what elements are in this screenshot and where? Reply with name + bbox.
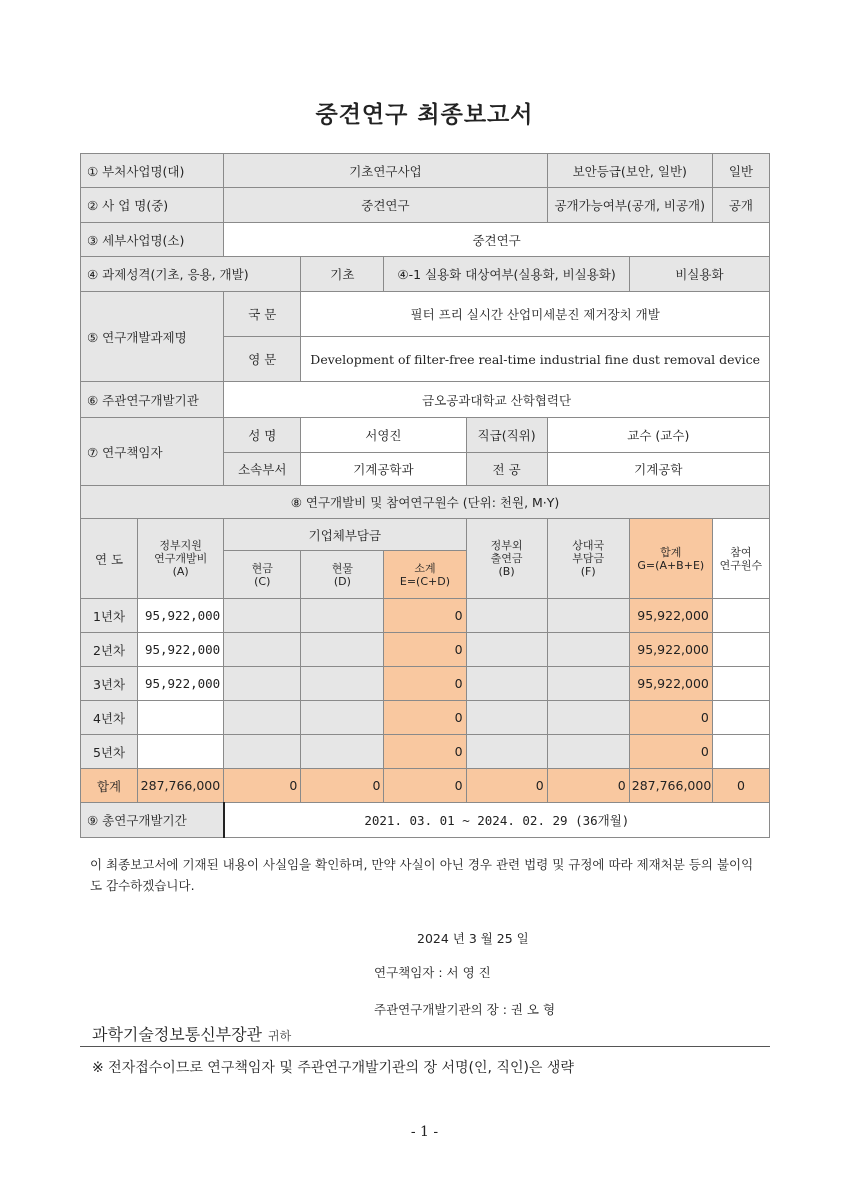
footnote: ※ 전자접수이므로 연구책임자 및 주관연구개발기관의 장 서명(인, 직인)은 생략 [92,1060,574,1076]
budget-cell-year: 합계 [81,769,138,803]
disclosure-value: 공개 [712,188,769,223]
budget-cell-inkind: 0 [301,769,384,803]
budget-cell-year: 5년차 [81,735,138,769]
header-gov: 정부지원 연구개발비 (A) [138,519,224,599]
budget-cell-total: 95,922,000 [629,633,712,667]
budget-cell-researchers [712,599,769,633]
header-total: 합계 G=(A+B+E) [629,519,712,599]
program-minor-label: ③ 세부사업명(소) [81,223,224,257]
report-date: 2024 년 3 월 25 일 [417,931,529,946]
budget-cell-total: 95,922,000 [629,667,712,701]
security-label: 보안등급(보안, 일반) [547,154,712,188]
program-mid-value: 중견연구 [224,188,547,223]
addressee-name: 과학기술정보통신부장관 [92,1025,263,1044]
english-label: 영 문 [224,337,301,382]
header-year: 연 도 [81,519,138,599]
budget-cell-subtotal: 0 [384,599,466,633]
header-nongov: 정부외 출연금 (B) [466,519,547,599]
budget-cell-inkind [301,701,384,735]
budget-cell-cash [224,701,301,735]
budget-cell-nongov [466,633,547,667]
commercial-label: ④-1 실용화 대상여부(실용화, 비실용화) [384,257,629,292]
budget-cell-inkind [301,633,384,667]
budget-cell-partner [547,735,629,769]
row-nature [81,257,770,292]
budget-cell-partner [547,633,629,667]
budget-cell-year: 2년차 [81,633,138,667]
commercial-value: 비실용화 [629,257,769,292]
header-subtotal: 소계 E=(C+D) [384,551,466,599]
addressee [92,1022,291,1045]
header-cash: 현금 (C) [224,551,301,599]
period-label: ⑨ 총연구개발기간 [81,803,224,838]
budget-cell-year: 1년차 [81,599,138,633]
row-pi-name [81,418,770,453]
budget-cell-partner [547,701,629,735]
institution-label: ⑥ 주관연구개발기관 [81,382,224,418]
budget-cell-gov [138,701,224,735]
budget-section-label: ⑧ 연구개발비 및 참여연구원수 (단위: 천원, M·Y) [81,486,770,519]
pi-major: 기계공학 [547,453,769,486]
budget-cell-subtotal: 0 [384,735,466,769]
budget-cell-subtotal: 0 [384,769,466,803]
budget-cell-year: 3년차 [81,667,138,701]
row-period [81,803,770,838]
budget-cell-total: 287,766,000 [629,769,712,803]
budget-cell-gov [138,735,224,769]
pi-major-label: 전 공 [466,453,547,486]
budget-cell-gov: 95,922,000 [138,633,224,667]
budget-cell-researchers [712,735,769,769]
row-program-mid [81,188,770,223]
program-major-value: 기초연구사업 [224,154,547,188]
budget-cell-total: 0 [629,735,712,769]
budget-row [81,667,770,701]
header-company: 기업체부담금 [224,519,466,551]
pi-name: 서영진 [301,418,466,453]
disclosure-label: 공개가능여부(공개, 비공개) [547,188,712,223]
budget-cell-researchers [712,667,769,701]
pi-position: 교수 (교수) [547,418,769,453]
header-researchers: 참여 연구원수 [712,519,769,599]
budget-row [81,701,770,735]
budget-cell-total: 0 [629,701,712,735]
budget-cell-nongov [466,735,547,769]
row-budget-section [81,486,770,519]
row-program-minor [81,223,770,257]
header-partner: 상대국 부담금 (F) [547,519,629,599]
budget-cell-gov: 95,922,000 [138,599,224,633]
budget-cell-nongov: 0 [466,769,547,803]
row-institution [81,382,770,418]
period-value: 2021. 03. 01 ~ 2024. 02. 29 (36개월) [224,803,770,838]
researcher-signature-line: 연구책임자 : 서 영 진 [374,965,491,980]
row-project-title-korean [81,292,770,337]
addressee-suffix: 귀하 [268,1029,292,1043]
budget-sum-row [81,769,770,803]
project-title-label: ⑤ 연구개발과제명 [81,292,224,382]
budget-cell-cash: 0 [224,769,301,803]
budget-cell-cash [224,633,301,667]
program-major-label: ① 부처사업명(대) [81,154,224,188]
pi-name-label: 성 명 [224,418,301,453]
pi-position-label: 직급(직위) [466,418,547,453]
budget-cell-inkind [301,667,384,701]
budget-cell-nongov [466,701,547,735]
budget-cell-cash [224,735,301,769]
budget-cell-gov: 95,922,000 [138,667,224,701]
budget-cell-cash [224,599,301,633]
budget-cell-researchers [712,701,769,735]
report-title: 중견연구 최종보고서 [315,102,534,128]
row-program-major [81,154,770,188]
security-value: 일반 [712,154,769,188]
budget-cell-subtotal: 0 [384,667,466,701]
institution-head-line: 주관연구개발기관의 장 : 권 오 형 [374,1002,556,1017]
project-title-english: Development of filter-free real-time industrial fine dust removal device [301,337,770,382]
report-form-table [80,153,770,838]
nature-label: ④ 과제성격(기초, 응용, 개발) [81,257,301,292]
pi-label: ⑦ 연구책임자 [81,418,224,486]
divider [80,1046,770,1047]
header-inkind: 현물 (D) [301,551,384,599]
budget-cell-gov: 287,766,000 [138,769,224,803]
budget-cell-nongov [466,667,547,701]
institution-value: 금오공과대학교 산학협력단 [224,382,770,418]
budget-cell-partner [547,667,629,701]
confirmation-notice: 이 최종보고서에 기재된 내용이 사실임을 확인하며, 만약 사실이 아닌 경우 관련 법령 및 규정에 따라 제재처분 등의 불이익도 감수하겠습니다. [90,857,754,893]
budget-row [81,633,770,667]
budget-cell-subtotal: 0 [384,701,466,735]
budget-cell-total: 95,922,000 [629,599,712,633]
budget-cell-year: 4년차 [81,701,138,735]
budget-header-row-1 [81,519,770,551]
budget-row [81,735,770,769]
page-number: - 1 - [410,1124,439,1140]
program-mid-label: ② 사 업 명(중) [81,188,224,223]
budget-cell-nongov [466,599,547,633]
program-minor-value: 중견연구 [224,223,770,257]
budget-row [81,599,770,633]
project-title-korean: 필터 프리 실시간 산업미세분진 제거장치 개발 [301,292,770,337]
budget-rows [81,599,770,803]
nature-value: 기초 [301,257,384,292]
budget-cell-researchers [712,633,769,667]
budget-cell-cash [224,667,301,701]
korean-label: 국 문 [224,292,301,337]
budget-cell-inkind [301,599,384,633]
pi-dept-label: 소속부서 [224,453,301,486]
budget-cell-researchers: 0 [712,769,769,803]
pi-dept: 기계공학과 [301,453,466,486]
budget-cell-partner: 0 [547,769,629,803]
budget-cell-subtotal: 0 [384,633,466,667]
budget-cell-inkind [301,735,384,769]
budget-cell-partner [547,599,629,633]
